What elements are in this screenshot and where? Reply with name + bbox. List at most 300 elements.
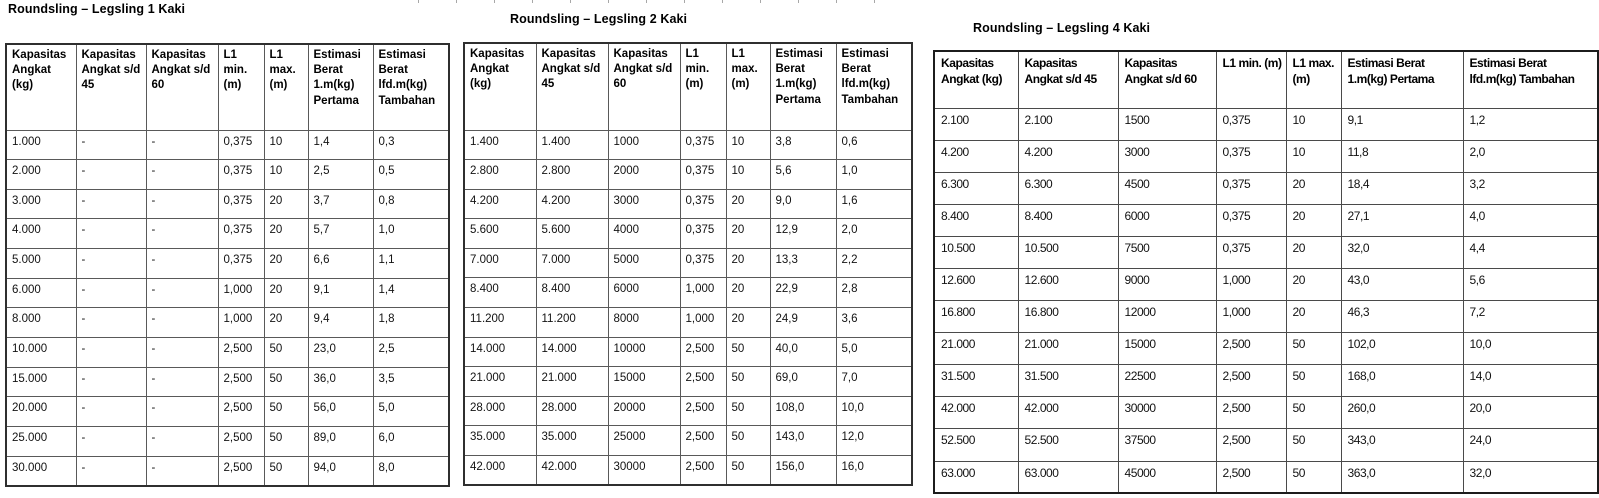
column-header: L1 min. (m) — [680, 43, 726, 130]
table-cell: 50 — [726, 396, 770, 426]
table-cell: 5.600 — [464, 219, 536, 249]
table-cell: 4.200 — [464, 189, 536, 219]
table-cell: - — [146, 456, 218, 486]
table-cell: - — [76, 397, 146, 427]
table-row — [6, 278, 449, 308]
table-cell: 3,8 — [770, 130, 836, 160]
table-cell: 4000 — [608, 219, 680, 249]
header-row — [6, 44, 449, 130]
table-cell: 2.100 — [934, 108, 1018, 140]
table-row — [464, 189, 912, 219]
table-cell: 7,2 — [1463, 301, 1598, 333]
table-cell: 6.300 — [934, 172, 1018, 204]
table-cell: 0,375 — [218, 189, 264, 219]
table-cell: 20 — [726, 189, 770, 219]
table-row — [6, 160, 449, 190]
table-cell: 3,6 — [836, 308, 912, 338]
table-cell: 2,500 — [680, 396, 726, 426]
table-cell: 2,500 — [680, 367, 726, 397]
table-cell: 5,0 — [373, 397, 449, 427]
column-header: Estimasi Berat 1.m(kg) Pertama — [1341, 51, 1463, 108]
table-cell: - — [146, 367, 218, 397]
table-cell: 2,500 — [680, 456, 726, 486]
table-cell: 1,000 — [680, 278, 726, 308]
table-cell: 20 — [264, 219, 308, 249]
table-cell: 4.000 — [6, 219, 76, 249]
page-top-artifact-tick — [570, 0, 571, 3]
table-cell: 35.000 — [536, 426, 608, 456]
table-cell: 11.200 — [464, 308, 536, 338]
table-cell: 2,500 — [218, 338, 264, 368]
column-header: Estimasi Berat 1.m(kg) Pertama — [308, 44, 373, 130]
page-top-artifact-tick — [760, 0, 761, 3]
table-cell: 5,6 — [1463, 268, 1598, 300]
table-cell: 0,375 — [218, 249, 264, 279]
table-cell: 25000 — [608, 426, 680, 456]
table-cell: 10 — [264, 160, 308, 190]
table-cell: 9,1 — [308, 278, 373, 308]
table-cell: 12000 — [1118, 301, 1216, 333]
table-cell: 10 — [1286, 140, 1341, 172]
table-cell: 1,6 — [836, 189, 912, 219]
table-cell: - — [76, 338, 146, 368]
table-row — [464, 396, 912, 426]
table-cell: 50 — [264, 427, 308, 457]
table-cell: 24,0 — [1463, 429, 1598, 461]
table-row — [6, 308, 449, 338]
table-cell: 50 — [1286, 397, 1341, 429]
table-row — [6, 456, 449, 486]
table-cell: 20 — [264, 308, 308, 338]
table-cell: 2,500 — [680, 337, 726, 367]
table-row — [6, 367, 449, 397]
table-cell: - — [76, 130, 146, 160]
table-cell: 0,375 — [680, 160, 726, 190]
table-cell: 42.000 — [1018, 397, 1118, 429]
table-row — [464, 248, 912, 278]
table-cell: 10.500 — [934, 236, 1018, 268]
table-cell: 0,5 — [373, 160, 449, 190]
page-top-artifact-tick — [456, 0, 457, 3]
table-cell: 8.000 — [6, 308, 76, 338]
table-cell: 45000 — [1118, 461, 1216, 493]
table-cell: 32,0 — [1463, 461, 1598, 493]
page-top-artifact-tick — [798, 0, 799, 3]
column-header: Estimasi Berat lfd.m(kg) Tambahan — [836, 43, 912, 130]
table-title: Roundsling – Legsling 4 Kaki — [973, 21, 1151, 35]
table-cell: 28.000 — [536, 396, 608, 426]
table-cell: 21.000 — [464, 367, 536, 397]
table-row — [934, 365, 1598, 397]
column-header: Kapasitas Angkat s/d 60 — [146, 44, 218, 130]
table-cell: 25.000 — [6, 427, 76, 457]
table-cell: 36,0 — [308, 367, 373, 397]
table-cell: 10.000 — [6, 338, 76, 368]
table-cell: 37500 — [1118, 429, 1216, 461]
table-cell: - — [76, 160, 146, 190]
table-row — [464, 367, 912, 397]
table-cell: 4500 — [1118, 172, 1216, 204]
table-cell: - — [146, 160, 218, 190]
table-cell: 63.000 — [934, 461, 1018, 493]
table-cell: 2,500 — [1216, 461, 1286, 493]
table-cell: 12.600 — [934, 268, 1018, 300]
table-cell: - — [146, 219, 218, 249]
table-cell: 0,375 — [1216, 108, 1286, 140]
column-header: Kapasitas Angkat (kg) — [6, 44, 76, 130]
table-cell: - — [76, 308, 146, 338]
table-row — [464, 308, 912, 338]
table-row — [934, 236, 1598, 268]
column-header: L1 max. (m) — [726, 43, 770, 130]
column-header: Estimasi Berat 1.m(kg) Pertama — [770, 43, 836, 130]
table-cell: 2,500 — [218, 456, 264, 486]
table-cell: 1,000 — [218, 308, 264, 338]
table-cell: 9,4 — [308, 308, 373, 338]
table-cell: 20 — [1286, 204, 1341, 236]
table-cell: 2,500 — [218, 427, 264, 457]
table-cell: 0,375 — [680, 189, 726, 219]
table-legsling-4-kaki — [933, 50, 1599, 494]
table-cell: 2,500 — [1216, 397, 1286, 429]
table-cell: 6000 — [1118, 204, 1216, 236]
table-cell: 2,0 — [836, 219, 912, 249]
table-cell: 0,375 — [218, 160, 264, 190]
table-cell: 89,0 — [308, 427, 373, 457]
table-cell: 5.600 — [536, 219, 608, 249]
table-cell: 1,4 — [308, 130, 373, 160]
table-cell: 14.000 — [536, 337, 608, 367]
table-cell: 20 — [726, 248, 770, 278]
table-cell: 20 — [726, 219, 770, 249]
table-cell: 40,0 — [770, 337, 836, 367]
table-row — [934, 333, 1598, 365]
table-cell: 32,0 — [1341, 236, 1463, 268]
table-cell: 3,5 — [373, 367, 449, 397]
table-cell: 102,0 — [1341, 333, 1463, 365]
table-cell: 50 — [264, 456, 308, 486]
table-cell: 42.000 — [464, 456, 536, 486]
table-legsling-2-kaki — [463, 42, 913, 486]
table-row — [6, 427, 449, 457]
table-cell: 10,0 — [1463, 333, 1598, 365]
table-cell: 1,4 — [373, 278, 449, 308]
table-cell: 31.500 — [934, 365, 1018, 397]
table-cell: 13,3 — [770, 248, 836, 278]
table-cell: 22500 — [1118, 365, 1216, 397]
table-cell: - — [76, 219, 146, 249]
table-row — [934, 397, 1598, 429]
table-row — [6, 397, 449, 427]
table-cell: - — [76, 278, 146, 308]
table-row — [464, 219, 912, 249]
table-cell: 20 — [264, 278, 308, 308]
page-top-artifact-tick — [722, 0, 723, 3]
table-cell: 12,0 — [836, 426, 912, 456]
table-cell: 21.000 — [536, 367, 608, 397]
table-cell: 20 — [1286, 172, 1341, 204]
table-row — [464, 160, 912, 190]
table-cell: - — [146, 308, 218, 338]
table-cell: 10,0 — [836, 396, 912, 426]
table-cell: 8,0 — [373, 456, 449, 486]
table-cell: 0,375 — [218, 219, 264, 249]
table-cell: 0,375 — [1216, 140, 1286, 172]
column-header: Kapasitas Angkat s/d 60 — [608, 43, 680, 130]
table-row — [6, 338, 449, 368]
table-row — [934, 461, 1598, 493]
table-cell: 24,9 — [770, 308, 836, 338]
column-header: Kapasitas Angkat (kg) — [934, 51, 1018, 108]
table-cell: 2,0 — [1463, 140, 1598, 172]
table-cell: 0,375 — [680, 130, 726, 160]
table-cell: 4.200 — [536, 189, 608, 219]
table-cell: 4,0 — [1463, 204, 1598, 236]
page-top-artifact-tick — [874, 0, 875, 3]
table-title: Roundsling – Legsling 2 Kaki — [510, 12, 688, 26]
table-cell: 20 — [1286, 268, 1341, 300]
table-cell: 10 — [264, 130, 308, 160]
column-header: L1 max. (m) — [264, 44, 308, 130]
table-legsling-1-kaki — [5, 43, 450, 487]
column-header: Kapasitas Angkat (kg) — [464, 43, 536, 130]
table-cell: - — [146, 278, 218, 308]
table-cell: 2,500 — [218, 397, 264, 427]
table-cell: - — [76, 249, 146, 279]
table-cell: 9000 — [1118, 268, 1216, 300]
table-cell: 20 — [726, 278, 770, 308]
table-cell: 1,000 — [218, 278, 264, 308]
table-cell: 4.200 — [1018, 140, 1118, 172]
table-row — [464, 337, 912, 367]
table-row — [934, 108, 1598, 140]
table-cell: 1,000 — [680, 308, 726, 338]
table-row — [464, 130, 912, 160]
column-header: L1 min. (m) — [218, 44, 264, 130]
table-row — [6, 219, 449, 249]
table-cell: - — [146, 189, 218, 219]
table-cell: 0,8 — [373, 189, 449, 219]
page-top-artifact-tick — [608, 0, 609, 3]
table-cell: - — [146, 338, 218, 368]
table-cell: 9,0 — [770, 189, 836, 219]
table-row — [464, 278, 912, 308]
table-cell: 363,0 — [1341, 461, 1463, 493]
table-cell: 20000 — [608, 396, 680, 426]
table-cell: - — [146, 427, 218, 457]
table-cell: - — [146, 130, 218, 160]
table-cell: 50 — [1286, 333, 1341, 365]
column-header: Kapasitas Angkat s/d 45 — [76, 44, 146, 130]
table-cell: 50 — [264, 367, 308, 397]
table-cell: 8.400 — [464, 278, 536, 308]
table-cell: 20 — [1286, 301, 1341, 333]
table-cell: 4,4 — [1463, 236, 1598, 268]
table-cell: 22,9 — [770, 278, 836, 308]
column-header: Kapasitas Angkat s/d 45 — [1018, 51, 1118, 108]
table-cell: 2,8 — [836, 278, 912, 308]
table-row — [6, 249, 449, 279]
table-cell: 30000 — [608, 456, 680, 486]
table-cell: 20 — [264, 249, 308, 279]
table-cell: 2,500 — [680, 426, 726, 456]
table-cell: 27,1 — [1341, 204, 1463, 236]
table-row — [934, 204, 1598, 236]
table-cell: 43,0 — [1341, 268, 1463, 300]
table-cell: 50 — [726, 337, 770, 367]
table-cell: 0,375 — [680, 248, 726, 278]
table-cell: 46,3 — [1341, 301, 1463, 333]
table-cell: 2,500 — [1216, 429, 1286, 461]
table-cell: 10000 — [608, 337, 680, 367]
table-cell: 3000 — [1118, 140, 1216, 172]
table-cell: 8.400 — [536, 278, 608, 308]
table-row — [934, 140, 1598, 172]
table-cell: - — [76, 456, 146, 486]
table-cell: 20 — [1286, 236, 1341, 268]
table-cell: 2,5 — [308, 160, 373, 190]
table-cell: 3,7 — [308, 189, 373, 219]
table-cell: 50 — [726, 426, 770, 456]
table-row — [6, 189, 449, 219]
table-cell: 0,375 — [1216, 172, 1286, 204]
header-row — [934, 51, 1598, 108]
table-cell: 3000 — [608, 189, 680, 219]
table-row — [934, 268, 1598, 300]
table-cell: 50 — [264, 338, 308, 368]
page-top-artifact-tick — [418, 0, 419, 3]
table-row — [934, 429, 1598, 461]
table-cell: 2,5 — [373, 338, 449, 368]
column-header: Estimasi Berat lfd.m(kg) Tambahan — [1463, 51, 1598, 108]
table-cell: 2.800 — [464, 160, 536, 190]
table-cell: - — [146, 249, 218, 279]
table-cell: 1,0 — [373, 219, 449, 249]
table-cell: 0,375 — [1216, 204, 1286, 236]
table-cell: 50 — [1286, 461, 1341, 493]
table-cell: 156,0 — [770, 456, 836, 486]
table-cell: 11.200 — [536, 308, 608, 338]
table-cell: 10 — [726, 130, 770, 160]
table-cell: 1500 — [1118, 108, 1216, 140]
table-cell: 108,0 — [770, 396, 836, 426]
table-cell: 30.000 — [6, 456, 76, 486]
column-header: L1 max. (m) — [1286, 51, 1341, 108]
table-cell: 5.000 — [6, 249, 76, 279]
table-row — [6, 130, 449, 160]
table-cell: 3.000 — [6, 189, 76, 219]
table-cell: 1,8 — [373, 308, 449, 338]
table-cell: - — [76, 189, 146, 219]
table-cell: 9,1 — [1341, 108, 1463, 140]
table-cell: 52.500 — [934, 429, 1018, 461]
table-cell: 50 — [726, 456, 770, 486]
table-cell: 1.000 — [6, 130, 76, 160]
table-cell: 5,0 — [836, 337, 912, 367]
table-cell: 16.800 — [1018, 301, 1118, 333]
table-cell: 31.500 — [1018, 365, 1118, 397]
column-header: Kapasitas Angkat s/d 60 — [1118, 51, 1216, 108]
table-cell: 4.200 — [934, 140, 1018, 172]
table-cell: 2000 — [608, 160, 680, 190]
table-cell: 28.000 — [464, 396, 536, 426]
table-cell: 5,7 — [308, 219, 373, 249]
table-cell: 50 — [1286, 365, 1341, 397]
table-cell: 1000 — [608, 130, 680, 160]
table-cell: 1,000 — [1216, 268, 1286, 300]
table-cell: 0,375 — [680, 219, 726, 249]
table-cell: 2,500 — [218, 367, 264, 397]
table-cell: 8.400 — [1018, 204, 1118, 236]
table-row — [464, 456, 912, 486]
table-cell: - — [146, 397, 218, 427]
table-cell: 18,4 — [1341, 172, 1463, 204]
table-cell: 260,0 — [1341, 397, 1463, 429]
table-cell: 10.500 — [1018, 236, 1118, 268]
table-cell: 168,0 — [1341, 365, 1463, 397]
table-cell: 1,000 — [1216, 301, 1286, 333]
table-cell: 23,0 — [308, 338, 373, 368]
table-cell: 8.400 — [934, 204, 1018, 236]
table-cell: 3,2 — [1463, 172, 1598, 204]
table-cell: 20 — [726, 308, 770, 338]
table-cell: 12.600 — [1018, 268, 1118, 300]
table-cell: 14.000 — [464, 337, 536, 367]
table-cell: 12,9 — [770, 219, 836, 249]
table-cell: 0,3 — [373, 130, 449, 160]
table-cell: 2.100 — [1018, 108, 1118, 140]
table-row — [464, 426, 912, 456]
table-cell: 94,0 — [308, 456, 373, 486]
table-cell: 2,500 — [1216, 365, 1286, 397]
table-cell: 6,0 — [373, 427, 449, 457]
table-cell: 30000 — [1118, 397, 1216, 429]
table-cell: 56,0 — [308, 397, 373, 427]
page-top-artifact-tick — [532, 0, 533, 3]
table-cell: 5000 — [608, 248, 680, 278]
page-top-artifact-tick — [646, 0, 647, 3]
table-cell: 20 — [264, 189, 308, 219]
table-cell: 343,0 — [1341, 429, 1463, 461]
table-cell: 20.000 — [6, 397, 76, 427]
table-cell: 0,375 — [1216, 236, 1286, 268]
table-title: Roundsling – Legsling 1 Kaki — [8, 2, 186, 16]
table-cell: 7,0 — [836, 367, 912, 397]
table-cell: 10 — [726, 160, 770, 190]
table-cell: 1.400 — [464, 130, 536, 160]
table-cell: 21.000 — [1018, 333, 1118, 365]
table-cell: 50 — [1286, 429, 1341, 461]
table-cell: 15.000 — [6, 367, 76, 397]
table-cell: 42.000 — [536, 456, 608, 486]
table-cell: 7500 — [1118, 236, 1216, 268]
table-cell: 16,0 — [836, 456, 912, 486]
table-cell: 2.800 — [536, 160, 608, 190]
table-cell: 6.000 — [6, 278, 76, 308]
table-cell: 6000 — [608, 278, 680, 308]
table-cell: 1,2 — [1463, 108, 1598, 140]
table-cell: 8000 — [608, 308, 680, 338]
table-cell: 1,1 — [373, 249, 449, 279]
table-cell: 7.000 — [536, 248, 608, 278]
table-row — [934, 172, 1598, 204]
table-cell: 20,0 — [1463, 397, 1598, 429]
table-cell: 35.000 — [464, 426, 536, 456]
table-cell: 14,0 — [1463, 365, 1598, 397]
table-cell: 11,8 — [1341, 140, 1463, 172]
table-cell: 143,0 — [770, 426, 836, 456]
table-cell: 63.000 — [1018, 461, 1118, 493]
